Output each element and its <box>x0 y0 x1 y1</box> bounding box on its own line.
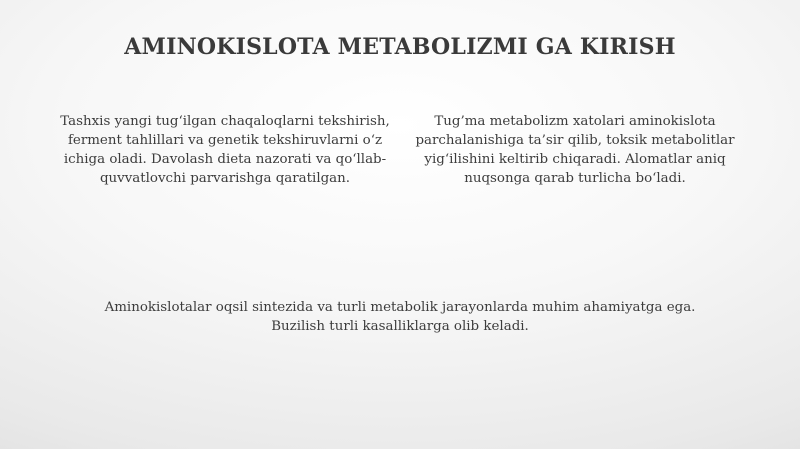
slide-title: AMINOKISLOTA METABOLIZMI GA KIRISH <box>124 34 676 60</box>
left-paragraph: Tashxis yangi tug‘ilgan chaqaloqlarni tekshirish, ferment tahlillari va genetik tekshiruvlarni o‘z ichiga oladi. Davolash dieta nazorati va qo‘llab-quvvatlovchi parvarishga qaratilgan. <box>60 114 390 186</box>
bottom-paragraph: Aminokislotalar oqsil sintezida va turli metabolik jarayonlarda muhim ahamiyatga ega. Buzilish turli kasalliklarga olib keladi. <box>104 300 696 334</box>
right-paragraph: Tug’ma metabolizm xatolari aminokislota parchalanishiga ta’sir qilib, toksik metabolitlar yig‘ilishini keltirib chiqaradi. Alomatlar aniq nuqsonga qarab turlicha bo‘ladi. <box>415 114 735 186</box>
